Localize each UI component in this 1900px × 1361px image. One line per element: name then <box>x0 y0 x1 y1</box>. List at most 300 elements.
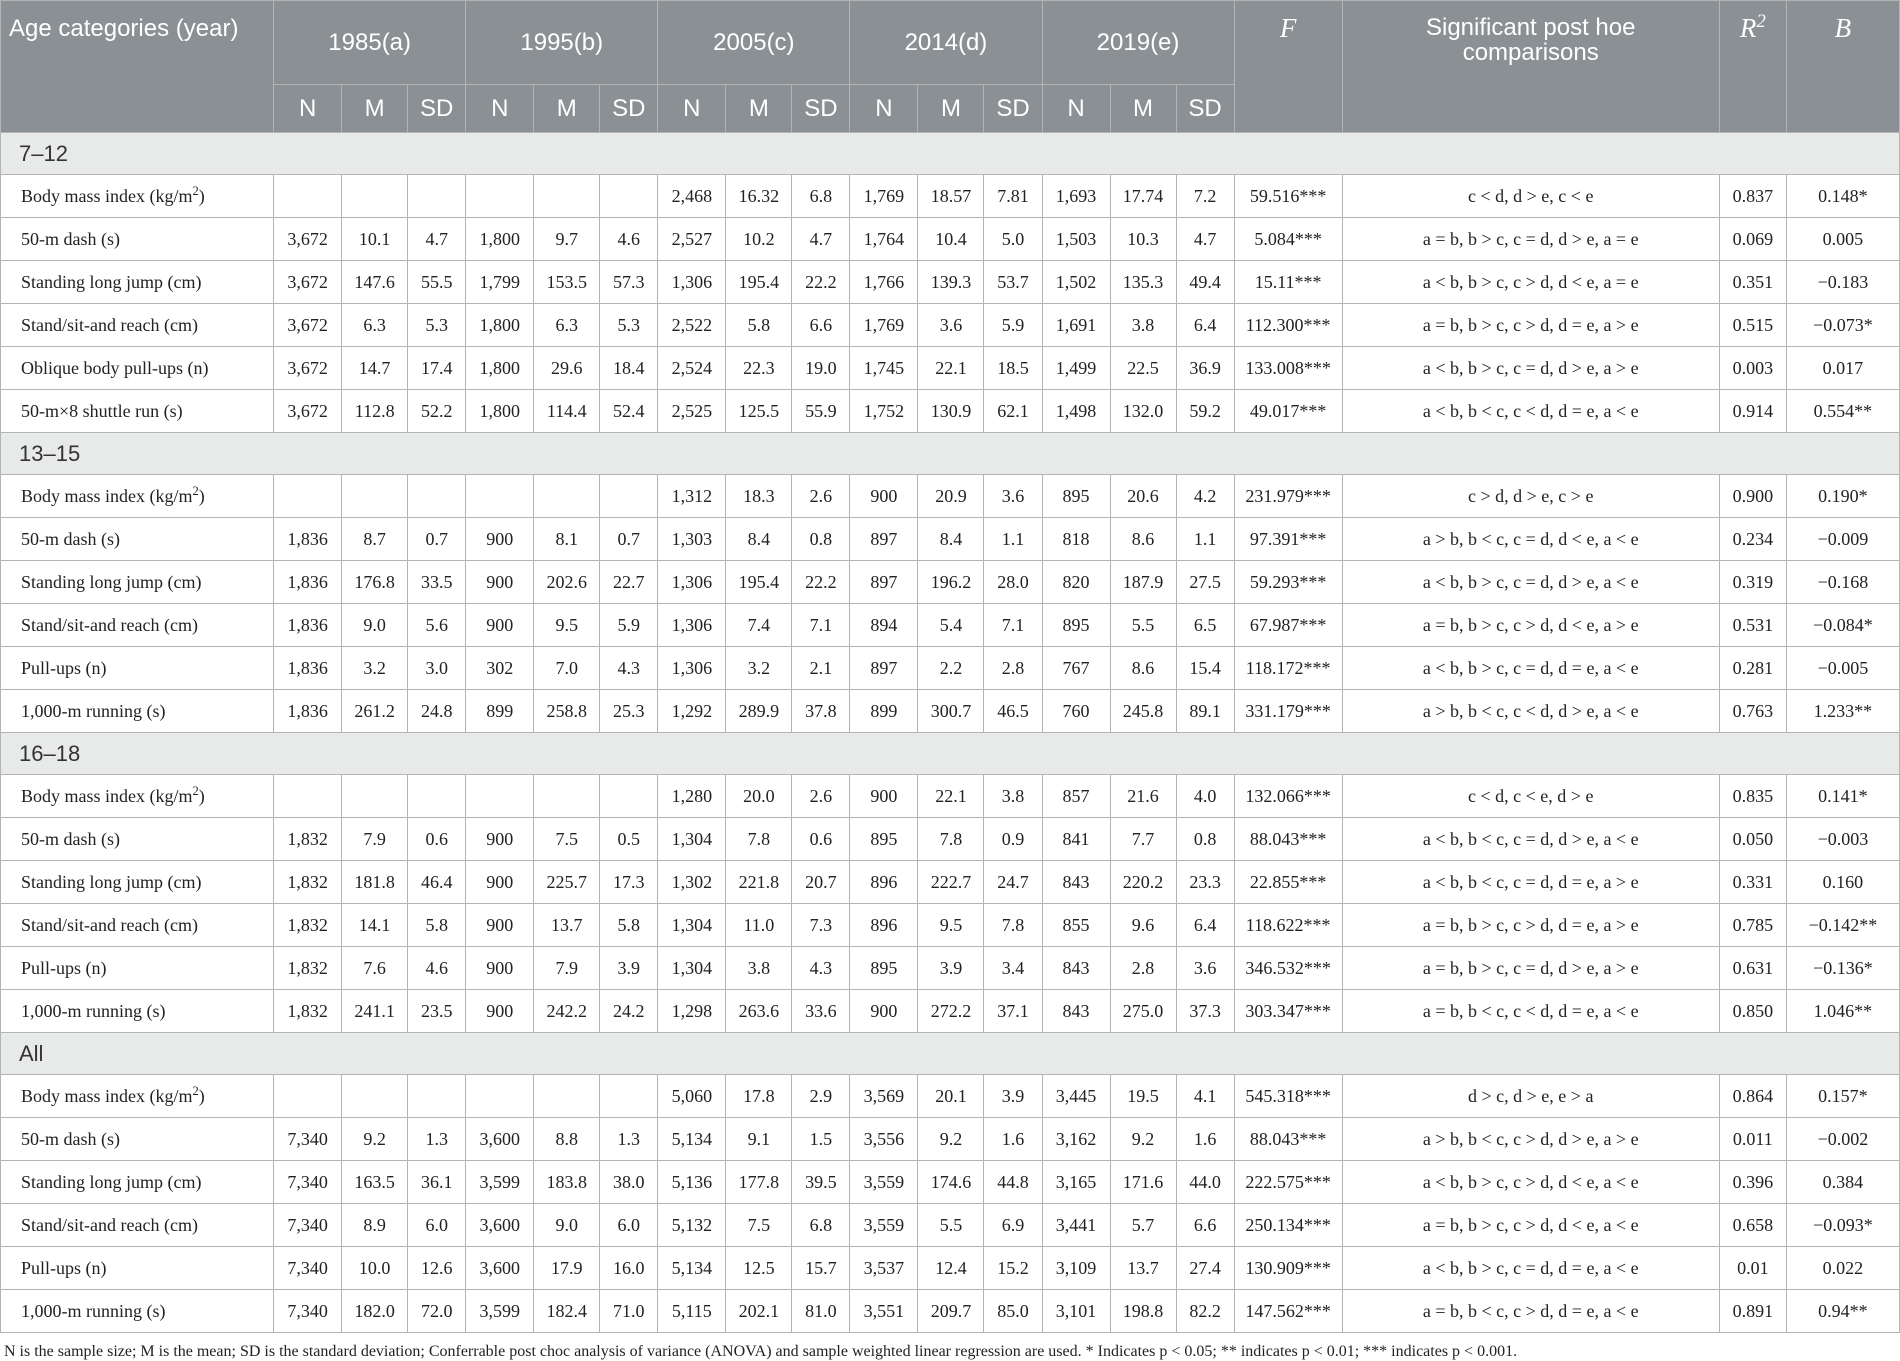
table-cell: 3,600 <box>466 1247 534 1290</box>
table-cell: 33.6 <box>792 990 850 1033</box>
table-cell: 147.562*** <box>1234 1290 1342 1333</box>
row-label <box>1 475 274 518</box>
table-cell: 3,600 <box>466 1204 534 1247</box>
table-cell: 843 <box>1042 990 1110 1033</box>
table-cell: 3.4 <box>984 947 1042 990</box>
table-cell: 17.4 <box>408 347 466 390</box>
table-cell: 3,599 <box>466 1161 534 1204</box>
table-cell: 202.6 <box>534 561 600 604</box>
table-cell: 4.7 <box>408 218 466 261</box>
table-row <box>1 347 1900 390</box>
table-cell: 841 <box>1042 818 1110 861</box>
table-cell: 20.6 <box>1110 475 1176 518</box>
table-cell: 3.8 <box>726 947 792 990</box>
table-row <box>1 390 1900 433</box>
table-cell: 97.391*** <box>1234 518 1342 561</box>
table-cell: 1.3 <box>408 1118 466 1161</box>
row-label-text: Standing long jump (cm) <box>21 871 202 892</box>
row-label-text: Pull-ups (n) <box>21 957 107 978</box>
table-cell: 9.2 <box>918 1118 984 1161</box>
table-cell: 14.1 <box>342 904 408 947</box>
table-cell: 258.8 <box>534 690 600 733</box>
table-cell: 3.9 <box>918 947 984 990</box>
row-label-text: Stand/sit-and reach (cm) <box>21 614 198 635</box>
table-cell: 15.4 <box>1176 647 1234 690</box>
table-cell: 900 <box>466 904 534 947</box>
row-label-sup: 2 <box>192 183 199 198</box>
table-cell: 900 <box>466 604 534 647</box>
table-cell: 0.351 <box>1719 261 1786 304</box>
group-row <box>1 133 1900 175</box>
table-cell: 6.6 <box>792 304 850 347</box>
table-cell: a = b, b < c, c < d, d = e, a < e <box>1342 990 1719 1033</box>
table-cell: 900 <box>466 861 534 904</box>
table-cell: 1.046** <box>1786 990 1899 1033</box>
table-cell: 1.1 <box>984 518 1042 561</box>
table-cell: 44.0 <box>1176 1161 1234 1204</box>
table-cell: 13.7 <box>534 904 600 947</box>
table-cell: 15.7 <box>792 1247 850 1290</box>
table-cell: 13.7 <box>1110 1247 1176 1290</box>
table-cell: 0.005 <box>1786 218 1899 261</box>
table-cell: 5.8 <box>408 904 466 947</box>
table-cell: 250.134*** <box>1234 1204 1342 1247</box>
table-cell: 18.4 <box>600 347 658 390</box>
table-cell: 3,672 <box>274 261 342 304</box>
table-cell: 1.1 <box>1176 518 1234 561</box>
table-cell: 1,766 <box>850 261 918 304</box>
table-cell: 182.0 <box>342 1290 408 1333</box>
table-cell: a = b, b > c, c > d, d < e, a < e <box>1342 1204 1719 1247</box>
table-cell: 67.987*** <box>1234 604 1342 647</box>
table-cell: 9.0 <box>534 1204 600 1247</box>
table-cell: 767 <box>1042 647 1110 690</box>
table-cell: 198.8 <box>1110 1290 1176 1333</box>
table-cell: 4.2 <box>1176 475 1234 518</box>
subheader-n-3: N <box>850 85 918 133</box>
table-cell: 17.9 <box>534 1247 600 1290</box>
table-row <box>1 947 1900 990</box>
table-cell: 2,468 <box>658 175 726 218</box>
year-header-1985: 1985(a) <box>274 1 466 85</box>
table-cell: 1,312 <box>658 475 726 518</box>
table-cell: 1,769 <box>850 304 918 347</box>
table-cell: 23.3 <box>1176 861 1234 904</box>
subheader-m-3: M <box>918 85 984 133</box>
row-label-tail: ) <box>198 1085 205 1106</box>
row-label <box>1 775 274 818</box>
table-cell: 2.6 <box>792 775 850 818</box>
table-cell: 1,800 <box>466 218 534 261</box>
table-cell: 15.2 <box>984 1247 1042 1290</box>
table-cell: 272.2 <box>918 990 984 1033</box>
table-cell: 3,600 <box>466 1118 534 1161</box>
table-cell: −0.093* <box>1786 1204 1899 1247</box>
table-cell: 0.785 <box>1719 904 1786 947</box>
table-cell: 18.3 <box>726 475 792 518</box>
table-cell: 37.1 <box>984 990 1042 1033</box>
table-row <box>1 904 1900 947</box>
table-cell: 36.9 <box>1176 347 1234 390</box>
row-label-text: Stand/sit-and reach (cm) <box>21 314 198 335</box>
row-label <box>1 390 274 433</box>
table-cell: 88.043*** <box>1234 1118 1342 1161</box>
table-cell: 49.017*** <box>1234 390 1342 433</box>
table-cell: 895 <box>850 947 918 990</box>
table-row <box>1 561 1900 604</box>
table-cell: 3,569 <box>850 1075 918 1118</box>
row-label <box>1 561 274 604</box>
table-cell: 3.9 <box>984 1075 1042 1118</box>
table-cell: 0.658 <box>1719 1204 1786 1247</box>
table-cell: 222.575*** <box>1234 1161 1342 1204</box>
table-cell: 28.0 <box>984 561 1042 604</box>
table-cell: 139.3 <box>918 261 984 304</box>
table-cell: 5.4 <box>918 604 984 647</box>
table-cell: 53.7 <box>984 261 1042 304</box>
table-cell: 12.5 <box>726 1247 792 1290</box>
table-cell: 1.6 <box>1176 1118 1234 1161</box>
table-cell: 3.6 <box>918 304 984 347</box>
table-cell: 0.396 <box>1719 1161 1786 1204</box>
table-cell <box>466 1075 534 1118</box>
table-cell: 3.2 <box>342 647 408 690</box>
table-cell <box>342 475 408 518</box>
table-row <box>1 518 1900 561</box>
table-cell: 18.5 <box>984 347 1042 390</box>
table-cell: 0.6 <box>408 818 466 861</box>
table-cell: 225.7 <box>534 861 600 904</box>
table-cell: 27.4 <box>1176 1247 1234 1290</box>
table-footnote: N is the sample size; M is the mean; SD is the standard deviation; Conferrable post choc analysis of variance (ANOVA) and sample weighted linear regression are used. * Indicates p < 0.05; ** indicates p < 0.01; *** indicates p < 0.001. <box>4 1343 1518 1360</box>
table-cell: 15.11*** <box>1234 261 1342 304</box>
table-row <box>1 218 1900 261</box>
table-cell: 7,340 <box>274 1290 342 1333</box>
table-body <box>1 133 1900 1333</box>
group-label: 16–18 <box>1 733 1900 775</box>
table-cell: 5.5 <box>918 1204 984 1247</box>
table-cell: 16.32 <box>726 175 792 218</box>
row-label <box>1 690 274 733</box>
table-cell: 545.318*** <box>1234 1075 1342 1118</box>
subheader-m-0: M <box>342 85 408 133</box>
table-cell: 6.0 <box>600 1204 658 1247</box>
table-cell: 22.3 <box>726 347 792 390</box>
table-cell: 22.5 <box>1110 347 1176 390</box>
table-cell: a > b, b < c, c < d, d > e, a < e <box>1342 690 1719 733</box>
table-cell: 1,303 <box>658 518 726 561</box>
table-cell: 0.914 <box>1719 390 1786 433</box>
table-cell: 331.179*** <box>1234 690 1342 733</box>
table-cell: 37.8 <box>792 690 850 733</box>
table-cell: 202.1 <box>726 1290 792 1333</box>
group-row <box>1 733 1900 775</box>
table-cell: 303.347*** <box>1234 990 1342 1033</box>
table-cell: 8.1 <box>534 518 600 561</box>
table-cell: 3,672 <box>274 390 342 433</box>
group-row <box>1 1033 1900 1075</box>
table-cell: 3.6 <box>984 475 1042 518</box>
table-cell: 5.5 <box>1110 604 1176 647</box>
table-cell: 89.1 <box>1176 690 1234 733</box>
table-cell: 12.6 <box>408 1247 466 1290</box>
table-cell: 3,109 <box>1042 1247 1110 1290</box>
table-cell: 22.2 <box>792 261 850 304</box>
table-cell: a < b, b > c, c = d, d = e, a < e <box>1342 647 1719 690</box>
table-cell: 20.9 <box>918 475 984 518</box>
subheader-sd-2: SD <box>792 85 850 133</box>
table-cell: 7.8 <box>918 818 984 861</box>
table-cell: 1,691 <box>1042 304 1110 347</box>
table-cell: 300.7 <box>918 690 984 733</box>
table-cell: −0.168 <box>1786 561 1899 604</box>
table-cell <box>534 775 600 818</box>
table-cell <box>534 475 600 518</box>
table-cell: 1,502 <box>1042 261 1110 304</box>
table-cell: 0.7 <box>408 518 466 561</box>
table-row <box>1 175 1900 218</box>
table-cell: 1,499 <box>1042 347 1110 390</box>
table-row <box>1 647 1900 690</box>
table-cell <box>408 775 466 818</box>
table-cell: 0.763 <box>1719 690 1786 733</box>
table-cell: 5.8 <box>726 304 792 347</box>
table-cell: 895 <box>1042 475 1110 518</box>
table-cell: 0.190* <box>1786 475 1899 518</box>
table-cell: 118.172*** <box>1234 647 1342 690</box>
row-label-tail: ) <box>198 185 205 206</box>
table-cell: 4.3 <box>600 647 658 690</box>
table-cell: −0.136* <box>1786 947 1899 990</box>
table-cell: 3,537 <box>850 1247 918 1290</box>
table-row <box>1 818 1900 861</box>
subheader-m-1: M <box>534 85 600 133</box>
table-cell: 302 <box>466 647 534 690</box>
table-cell: 222.7 <box>918 861 984 904</box>
table-cell: 7.5 <box>726 1204 792 1247</box>
row-label <box>1 261 274 304</box>
subheader-sd-4: SD <box>1176 85 1234 133</box>
table-cell: 3,672 <box>274 218 342 261</box>
table-cell: 6.4 <box>1176 304 1234 347</box>
r2-header <box>1719 1 1786 133</box>
table-cell: 7,340 <box>274 1247 342 1290</box>
table-cell: 71.0 <box>600 1290 658 1333</box>
table-cell: 44.8 <box>984 1161 1042 1204</box>
table-cell: 0.8 <box>1176 818 1234 861</box>
table-cell: 24.7 <box>984 861 1042 904</box>
table-cell: 4.3 <box>792 947 850 990</box>
subheader-m-2: M <box>726 85 792 133</box>
table-cell: 0.022 <box>1786 1247 1899 1290</box>
table-cell <box>408 475 466 518</box>
table-cell: 820 <box>1042 561 1110 604</box>
table-cell: 289.9 <box>726 690 792 733</box>
table-cell: 1,292 <box>658 690 726 733</box>
table-cell: 900 <box>850 475 918 518</box>
table-cell: 9.1 <box>726 1118 792 1161</box>
table-cell: a < b, b > c, c > d, d < e, a = e <box>1342 261 1719 304</box>
table-cell: 0.384 <box>1786 1161 1899 1204</box>
table-cell: 125.5 <box>726 390 792 433</box>
table-cell: a = b, b > c, c > d, d = e, a > e <box>1342 904 1719 947</box>
table-cell: 14.7 <box>342 347 408 390</box>
table-cell: 22.1 <box>918 775 984 818</box>
table-cell: 2.1 <box>792 647 850 690</box>
subheader-sd-3: SD <box>984 85 1042 133</box>
table-cell: a = b, b > c, c > d, d = e, a > e <box>1342 304 1719 347</box>
table-cell: 1,836 <box>274 561 342 604</box>
table-cell: 7.8 <box>984 904 1042 947</box>
table-cell: 3,445 <box>1042 1075 1110 1118</box>
table-cell: 1,836 <box>274 647 342 690</box>
table-cell: 5.8 <box>600 904 658 947</box>
table-cell: 900 <box>466 518 534 561</box>
table-cell: 5.3 <box>600 304 658 347</box>
table-cell: 2,525 <box>658 390 726 433</box>
table-cell: −0.084* <box>1786 604 1899 647</box>
table-cell: 5,136 <box>658 1161 726 1204</box>
table-cell: 5.084*** <box>1234 218 1342 261</box>
table-cell: a = b, b > c, c = d, d > e, a = e <box>1342 218 1719 261</box>
row-label <box>1 904 274 947</box>
row-label-text: 1,000-m running (s) <box>21 1000 166 1021</box>
age-categories-header: Age categories (year) <box>1 1 274 133</box>
table-cell: 22.7 <box>600 561 658 604</box>
table-cell: 8.4 <box>918 518 984 561</box>
table-cell <box>408 175 466 218</box>
table-cell: 130.9 <box>918 390 984 433</box>
table-cell: 20.1 <box>918 1075 984 1118</box>
table-cell: 3,599 <box>466 1290 534 1333</box>
table-cell: 263.6 <box>726 990 792 1033</box>
table-cell <box>466 775 534 818</box>
table-cell: 1,836 <box>274 518 342 561</box>
row-label-text: Body mass index (kg/m <box>21 1085 193 1106</box>
table-cell: 261.2 <box>342 690 408 733</box>
subheader-m-4: M <box>1110 85 1176 133</box>
table-cell: 20.7 <box>792 861 850 904</box>
table-cell: 0.5 <box>600 818 658 861</box>
table-cell: 37.3 <box>1176 990 1234 1033</box>
table-cell: 153.5 <box>534 261 600 304</box>
table-cell: 72.0 <box>408 1290 466 1333</box>
table-cell: 196.2 <box>918 561 984 604</box>
row-label <box>1 604 274 647</box>
subheader-n-1: N <box>466 85 534 133</box>
table-cell: 24.2 <box>600 990 658 1033</box>
row-label-text: Standing long jump (cm) <box>21 1171 202 1192</box>
table-cell: 1,304 <box>658 904 726 947</box>
table-cell: −0.183 <box>1786 261 1899 304</box>
table-cell: 0.157* <box>1786 1075 1899 1118</box>
row-label-text: Pull-ups (n) <box>21 657 107 678</box>
row-label <box>1 1290 274 1333</box>
table-cell: 5.3 <box>408 304 466 347</box>
table-cell: 1,832 <box>274 904 342 947</box>
row-label-text: 1,000-m running (s) <box>21 1300 166 1321</box>
table-cell: 23.5 <box>408 990 466 1033</box>
table-cell: 55.9 <box>792 390 850 433</box>
table-cell: 3.6 <box>1176 947 1234 990</box>
table-cell: 7.5 <box>534 818 600 861</box>
table-cell <box>342 175 408 218</box>
table-cell: 57.3 <box>600 261 658 304</box>
table-cell: 897 <box>850 518 918 561</box>
table-cell: 7.9 <box>534 947 600 990</box>
row-label-text: Stand/sit-and reach (cm) <box>21 1214 198 1235</box>
table-cell: 182.4 <box>534 1290 600 1333</box>
table-cell <box>600 475 658 518</box>
table-cell: 2.9 <box>792 1075 850 1118</box>
table-cell: 1,764 <box>850 218 918 261</box>
table-cell: 1,799 <box>466 261 534 304</box>
table-cell <box>534 1075 600 1118</box>
table-cell: 0.234 <box>1719 518 1786 561</box>
table-cell: 0.900 <box>1719 475 1786 518</box>
row-label <box>1 218 274 261</box>
table-cell: 0.7 <box>600 518 658 561</box>
table-cell: 132.0 <box>1110 390 1176 433</box>
table-cell: 900 <box>466 990 534 1033</box>
table-cell: 1,800 <box>466 347 534 390</box>
table-cell: 0.148* <box>1786 175 1899 218</box>
table-cell: a > b, b < c, c = d, d < e, a < e <box>1342 518 1719 561</box>
table-cell: 857 <box>1042 775 1110 818</box>
f-header: F <box>1234 1 1342 133</box>
row-label <box>1 1075 274 1118</box>
table-cell: 5,115 <box>658 1290 726 1333</box>
table-cell: 6.6 <box>1176 1204 1234 1247</box>
table-cell: 52.2 <box>408 390 466 433</box>
table-cell: 8.8 <box>534 1118 600 1161</box>
row-label <box>1 347 274 390</box>
table-cell: 24.8 <box>408 690 466 733</box>
table-cell: 59.516*** <box>1234 175 1342 218</box>
table-cell: 7.4 <box>726 604 792 647</box>
table-cell <box>342 1075 408 1118</box>
row-label-sup: 2 <box>192 1083 199 1098</box>
table-cell: 3.9 <box>600 947 658 990</box>
table-cell: 3,559 <box>850 1161 918 1204</box>
table-cell: 1,769 <box>850 175 918 218</box>
table-cell <box>274 775 342 818</box>
row-label <box>1 304 274 347</box>
table-cell: 3,101 <box>1042 1290 1110 1333</box>
table-cell: 0.331 <box>1719 861 1786 904</box>
table-cell: 10.2 <box>726 218 792 261</box>
table-cell <box>274 475 342 518</box>
row-label-text: 50-m dash (s) <box>21 1128 120 1149</box>
table-cell: 114.4 <box>534 390 600 433</box>
row-label <box>1 990 274 1033</box>
row-label <box>1 518 274 561</box>
group-row <box>1 433 1900 475</box>
table-cell: 49.4 <box>1176 261 1234 304</box>
table-cell: 0.531 <box>1719 604 1786 647</box>
row-label <box>1 1118 274 1161</box>
table-cell <box>600 775 658 818</box>
table-cell: 174.6 <box>918 1161 984 1204</box>
table-cell: 5.9 <box>984 304 1042 347</box>
table-cell: 7.1 <box>984 604 1042 647</box>
table-cell: −0.142** <box>1786 904 1899 947</box>
table-cell: 896 <box>850 861 918 904</box>
table-cell: 19.5 <box>1110 1075 1176 1118</box>
table-cell <box>466 175 534 218</box>
row-label-sup: 2 <box>192 483 199 498</box>
table-cell: 10.0 <box>342 1247 408 1290</box>
